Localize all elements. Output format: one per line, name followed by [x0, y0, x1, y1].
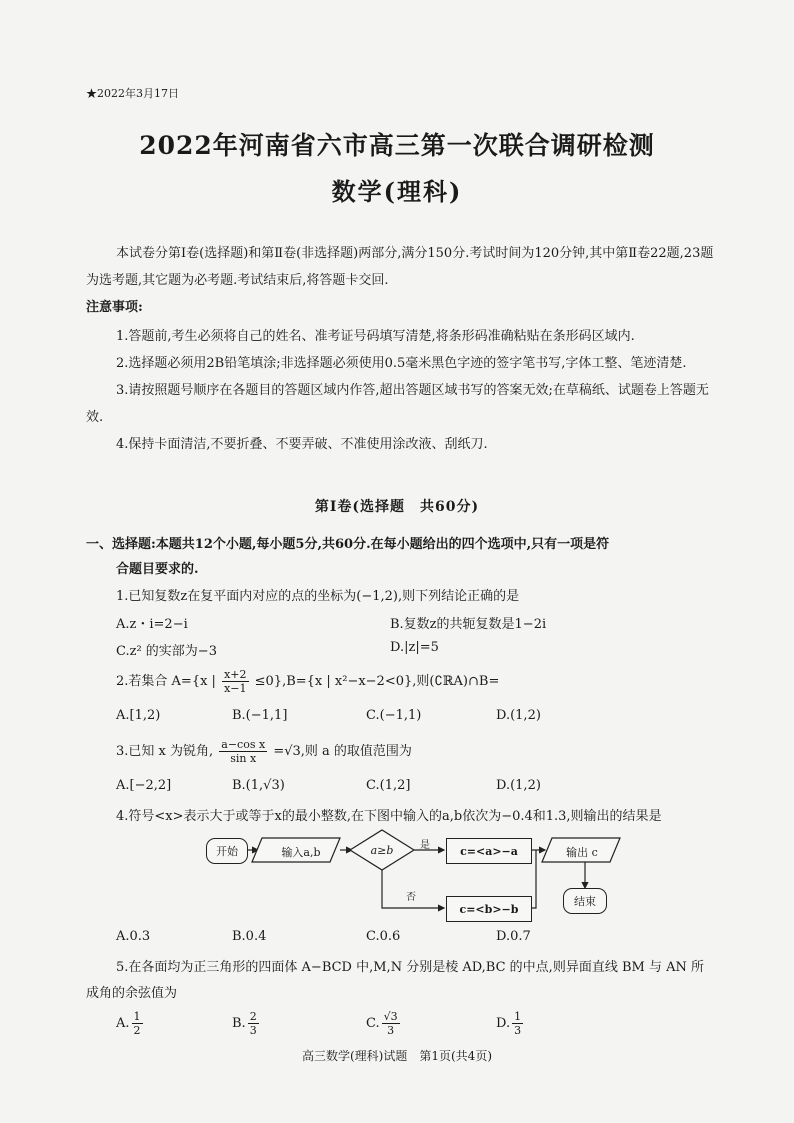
flow-process-2: c=<b>−b: [446, 896, 532, 922]
q2-numerator: x+2: [224, 668, 247, 681]
q3-numerator: a−cos x: [221, 738, 266, 751]
question-3-stem: [116, 738, 412, 765]
q4-option-c: C.0.6: [366, 929, 401, 944]
fraction-numerator: 2: [249, 1010, 257, 1023]
notice-list: [86, 323, 726, 458]
fraction-denominator: 3: [514, 1024, 522, 1037]
q3-option-d: D.(1,2): [496, 778, 541, 793]
q5-option-d-fraction: [512, 1010, 523, 1037]
flow-condition: a≥b: [370, 844, 394, 857]
q3-option-b: B.(1,√3): [232, 778, 285, 793]
q3-suffix: =√3,则 a 的取值范围为: [273, 744, 412, 759]
q2-option-a: A.[1,2): [116, 708, 161, 723]
q1-option-d: D.|z|=5: [390, 640, 439, 655]
flow-start: 开始: [206, 838, 248, 864]
notice-item: 1.答题前,考生必须将自己的姓名、准考证号码填写清楚,将条形码准确粘贴在条形码区域内.: [116, 329, 635, 344]
notice-item: 2.选择题必须用2B铅笔填涂;非选择题必须使用0.5毫米黑色字迹的签字笔书写,字体工整、笔迹清楚.: [116, 356, 687, 371]
fraction-numerator: 1: [133, 1010, 141, 1023]
flow-input-label: 输入a,b: [281, 846, 321, 859]
question-2-stem: [116, 668, 499, 695]
q2-option-c: C.(−1,1): [366, 708, 422, 723]
q3-option-c: C.(1,2]: [366, 778, 411, 793]
q5-option-d-label: D.: [496, 1016, 511, 1031]
q3-denominator: sin x: [230, 752, 257, 765]
q5-option-d: [496, 1010, 525, 1037]
q2-option-b: B.(−1,1]: [232, 708, 288, 723]
exam-title: 2022年河南省六市高三第一次联合调研检测: [139, 131, 655, 160]
fraction-numerator: √3: [383, 1010, 398, 1023]
q5-option-b: [232, 1010, 261, 1037]
question-5-line1: 5.在各面均为正三角形的四面体 A−BCD 中,M,N 分别是棱 AD,BC 的中点,则异面直线 BM 与 AN 所: [116, 960, 704, 975]
fraction-denominator: 2: [133, 1024, 141, 1037]
q3-fraction: [219, 738, 267, 765]
notice-item: 3.请按照题号顺序在各题目的答题区域内作答,超出答题区域书写的答案无效;在草稿纸、试题卷上答题无效.: [86, 383, 709, 425]
notice-heading: 注意事项:: [86, 300, 143, 315]
fraction-numerator: 1: [514, 1010, 522, 1023]
q5-option-b-label: B.: [232, 1016, 246, 1031]
question-5-line2: 成角的余弦值为: [86, 986, 178, 1001]
q1-option-c: C.z² 的实部为−3: [116, 644, 217, 659]
flowchart: [200, 820, 630, 920]
q1-option-a: A.z・i=2−i: [116, 617, 188, 632]
flow-no-label: 否: [406, 892, 416, 903]
section-title: 第Ⅰ卷(选择题 共60分): [314, 499, 480, 515]
page-footer: 高三数学(理科)试题 第1页(共4页): [302, 1049, 492, 1063]
q2-fraction: [222, 668, 248, 695]
q4-option-b: B.0.4: [232, 929, 267, 944]
q5-option-a-fraction: [132, 1010, 143, 1037]
flow-end: 结束: [563, 888, 607, 914]
q5-option-c: [366, 1010, 402, 1037]
q3-prefix: 3.已知 x 为锐角,: [116, 744, 214, 759]
question-4-stem: 4.符号<x>表示大于或等于x的最小整数,在下图中输入的a,b依次为−0.4和1.3,则输出的结果是: [116, 809, 662, 824]
q2-prefix: 2.若集合 A={x |: [116, 674, 216, 689]
q5-option-b-fraction: [248, 1010, 259, 1037]
q5-option-a: [116, 1010, 145, 1037]
exam-intro: 本试卷分第Ⅰ卷(选择题)和第Ⅱ卷(非选择题)两部分,满分150分.考试时间为120分钟,其中第Ⅱ卷22题,23题为选考题,其它题为必考题.考试结束后,将答题卡交回.: [86, 246, 714, 288]
flow-yes-label: 是: [420, 840, 430, 851]
notice-item: 4.保持卡面清洁,不要折叠、不要弄破、不准使用涂改液、刮纸刀.: [116, 437, 488, 452]
q2-option-d: D.(1,2): [496, 708, 541, 723]
flow-process-1: c=<a>−a: [446, 838, 532, 864]
q2-denominator: x−1: [224, 682, 247, 695]
instruction-line: 一、选择题:本题共12个小题,每小题5分,共60分.在每小题给出的四个选项中,只有一项是符: [86, 537, 610, 552]
q2-suffix: ≤0},B={x | x²−x−2<0},则(∁ℝA)∩B=: [254, 674, 500, 689]
question-1-stem: 1.已知复数z在复平面内对应的点的坐标为(−1,2),则下列结论正确的是: [116, 589, 520, 604]
instruction-line: 合题目要求的.: [116, 562, 199, 577]
q3-option-a: A.[−2,2]: [116, 778, 172, 793]
q5-option-c-label: C.: [366, 1016, 380, 1031]
fraction-denominator: 3: [387, 1024, 395, 1037]
section-instruction: [86, 532, 726, 582]
q5-option-c-fraction: [382, 1010, 400, 1037]
q4-option-a: A.0.3: [116, 929, 151, 944]
q4-option-d: D.0.7: [496, 929, 531, 944]
fraction-denominator: 3: [249, 1024, 257, 1037]
q1-option-b: B.复数z的共轭复数是1−2i: [390, 617, 547, 632]
flow-output-label: 输出 c: [566, 846, 598, 859]
exam-subtitle: 数学(理科): [331, 177, 463, 206]
q5-option-a-label: A.: [116, 1016, 130, 1031]
exam-date: ★2022年3月17日: [86, 87, 179, 100]
